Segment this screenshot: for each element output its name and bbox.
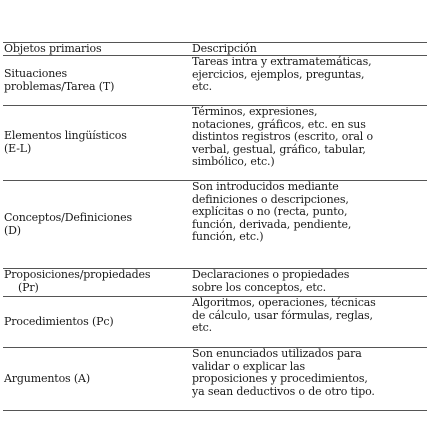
description-line: ya sean deductivos o de otro tipo.	[192, 384, 375, 398]
object-line: (D)	[4, 223, 21, 237]
object-line: problemas/Tarea (T)	[4, 79, 115, 93]
table-header-row	[3, 42, 427, 56]
description-line: Tareas intra y extramatemáticas,	[192, 55, 372, 68]
description-line: Algoritmos, operaciones, técnicas	[192, 296, 376, 309]
description-line: etc.	[192, 321, 212, 335]
header-description: Descripción	[192, 42, 257, 55]
description-line: etc.	[192, 80, 212, 94]
description-line: proposiciones y procedimientos,	[192, 372, 368, 386]
description-line: Términos, expresiones,	[192, 105, 318, 118]
table-row	[3, 297, 427, 348]
description-line: sobre los conceptos, etc.	[192, 280, 326, 294]
object-cell	[3, 297, 190, 347]
object-line: Elementos lingüísticos	[4, 129, 127, 143]
description-cell	[190, 106, 427, 180]
table-row	[3, 348, 427, 411]
description-line: de cálculo, usar fórmulas, reglas,	[192, 308, 373, 322]
object-cell	[3, 348, 190, 410]
description-line: Son introducidos mediante	[192, 180, 339, 193]
description-line: Declaraciones o propiedades	[192, 268, 350, 281]
object-line: Proposiciones/propiedades	[4, 268, 151, 281]
object-cell	[3, 269, 190, 296]
description-line: función, derivada, pendiente,	[192, 217, 352, 231]
object-line: (Pr)	[18, 280, 39, 294]
table-row	[3, 269, 427, 297]
description-cell	[190, 56, 427, 105]
description-line: validar o explicar las	[192, 359, 305, 373]
description-line: verbal, gestual, gráfico, tabular,	[192, 142, 366, 156]
description-line: función, etc.)	[192, 230, 264, 244]
table-row	[3, 181, 427, 269]
table-row	[3, 106, 427, 181]
object-line: Procedimientos (Pc)	[4, 314, 114, 328]
description-cell	[190, 181, 427, 268]
description-line: definiciones o descripciones,	[192, 192, 349, 206]
table-row	[3, 56, 427, 106]
description-line: simbólico, etc.)	[192, 155, 275, 169]
description-line: ejercicios, ejemplos, preguntas,	[192, 67, 365, 81]
description-line: explícitas o no (recta, punto,	[192, 205, 348, 219]
object-cell	[3, 106, 190, 180]
object-line: Situaciones	[4, 66, 68, 80]
description-cell	[190, 348, 427, 410]
objects-table	[3, 42, 427, 411]
description-line: Son enunciados utilizados para	[192, 347, 362, 360]
description-line: notaciones, gráficos, etc. en sus	[192, 117, 366, 131]
description-line: distintos registros (escrito, oral o	[192, 130, 373, 144]
header-objects: Objetos primarios	[4, 42, 102, 55]
object-line: (E-L)	[4, 142, 32, 155]
object-cell	[3, 56, 190, 105]
description-cell	[190, 297, 427, 347]
object-line: Argumentos (A)	[4, 371, 90, 385]
description-cell	[190, 269, 427, 296]
object-cell	[3, 181, 190, 268]
object-line: Conceptos/Definiciones	[4, 210, 132, 224]
